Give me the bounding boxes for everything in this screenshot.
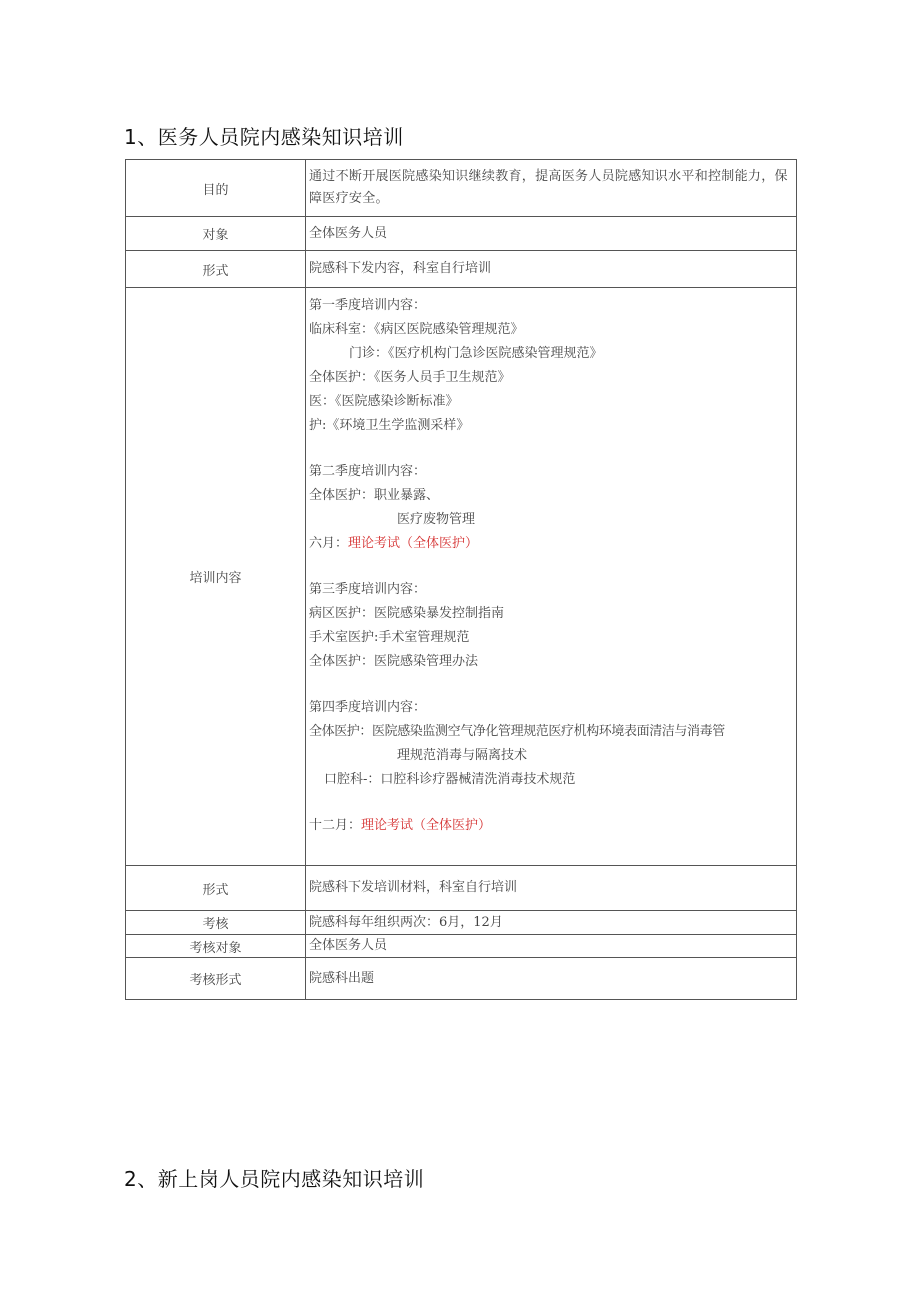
q2-exam-line xyxy=(309,532,794,556)
q4-line: 理规范消毒与隔离技术 xyxy=(397,748,528,763)
row-label-form: 形式 xyxy=(126,251,306,288)
table-row xyxy=(126,160,797,217)
q2-line: 医疗废物管理 xyxy=(397,512,476,527)
row-value-assess-target: 全体医务人员 xyxy=(306,935,797,958)
row-label-content: 培训内容 xyxy=(126,288,306,866)
row-value-assessment: 院感科每年组织两次：6月，12月 xyxy=(306,911,797,935)
q1-line: 全体医护：《医务人员手卫生规范》 xyxy=(309,370,511,385)
q1-line: 护:《环境卫生学监测采样》 xyxy=(309,418,470,433)
table-row xyxy=(126,866,797,911)
q4-title: 第四季度培训内容： xyxy=(309,700,427,715)
row-label-target: 对象 xyxy=(126,217,306,251)
section-2-heading: 2、新上岗人员院内感染知识培训 xyxy=(124,1167,425,1191)
row-value-purpose: 通过不断开展医院感染知识继续教育，提高医务人员院感知识水平和控制能力，保障医疗安全。 xyxy=(306,160,797,217)
q3-line: 全体医护：医院感染管理办法 xyxy=(309,654,479,669)
row-label-form-2: 形式 xyxy=(126,866,306,911)
row-label-purpose: 目的 xyxy=(126,160,306,217)
q2-exam-text: 理论考试（全体医护） xyxy=(348,536,479,551)
q2-title: 第二季度培训内容： xyxy=(309,464,427,479)
section-1-heading: 1、医务人员院内感染知识培训 xyxy=(124,125,404,149)
q1-line: 医：《医院感染诊断标准》 xyxy=(309,394,459,409)
row-label-assess-target: 考核对象 xyxy=(126,935,306,958)
table-row xyxy=(126,288,797,866)
q4-line: 口腔科-：口腔科诊疗器械清洗消毒技术规范 xyxy=(324,772,576,787)
q1-title: 第一季度培训内容： xyxy=(309,298,427,313)
table-row xyxy=(126,911,797,935)
q3-title: 第三季度培训内容： xyxy=(309,582,427,597)
row-value-form: 院感科下发内容，科室自行培训 xyxy=(306,251,797,288)
row-value-form-2: 院感科下发培训材料，科室自行培训 xyxy=(306,866,797,911)
table-row xyxy=(126,251,797,288)
row-value-target: 全体医务人员 xyxy=(306,217,797,251)
row-value-content xyxy=(306,288,797,866)
q4-exam-month: 十二月： xyxy=(309,818,362,833)
table-row xyxy=(126,935,797,958)
q1-line: 门诊：《医疗机构门急诊医院感染管理规范》 xyxy=(349,346,603,361)
q4-exam-text: 理论考试（全体医护） xyxy=(361,818,492,833)
table-row xyxy=(126,217,797,251)
row-label-assess-form: 考核形式 xyxy=(126,958,306,1000)
training-plan-table xyxy=(125,159,797,1000)
row-value-assess-form: 院感科出题 xyxy=(306,958,797,1000)
row-label-assessment: 考核 xyxy=(126,911,306,935)
q1-line: 临床科室：《病区医院感染管理规范》 xyxy=(309,322,524,337)
q3-line: 手术室医护:手术室管理规范 xyxy=(309,630,470,645)
q3-line: 病区医护：医院感染暴发控制指南 xyxy=(309,606,505,621)
table-row xyxy=(126,958,797,1000)
q4-exam-line xyxy=(309,814,794,838)
q4-line: 全体医护：医院感染监测空气净化管理规范医疗机构环境表面清洁与消毒管 xyxy=(309,724,725,739)
q2-exam-month: 六月： xyxy=(309,536,349,551)
q2-line: 全体医护：职业暴露、 xyxy=(309,488,440,503)
